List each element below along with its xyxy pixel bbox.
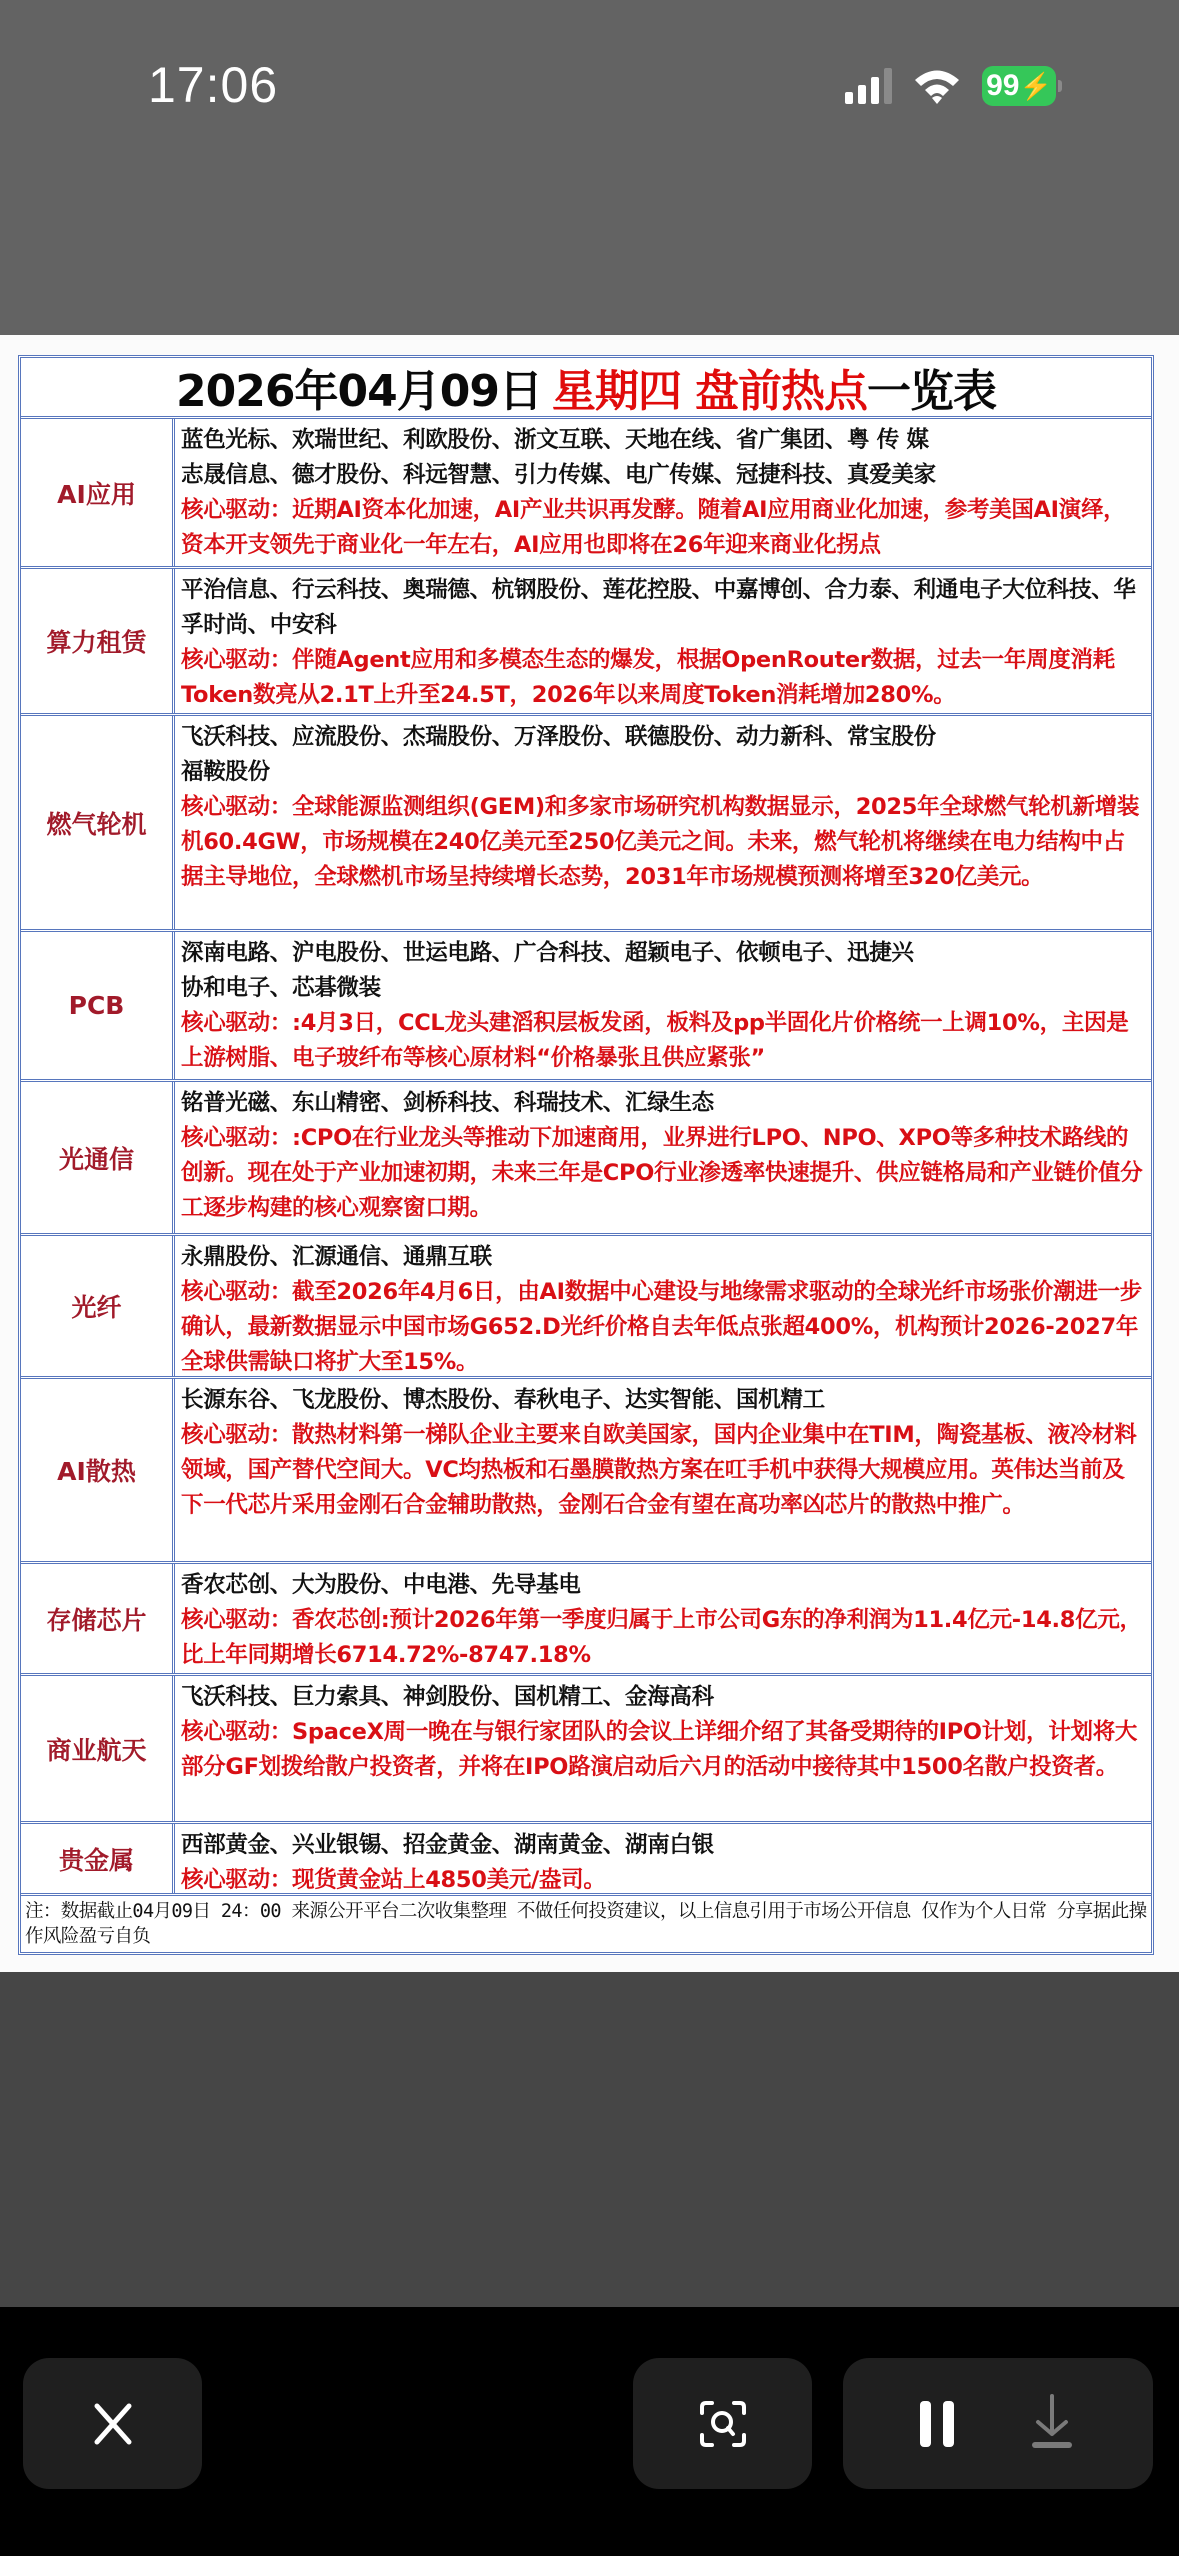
title-date: 2026年04月09日 <box>176 366 542 417</box>
core-driver: 核心驱动：:CPO在行业龙头等推动下加速商用，业界进行LPO、NPO、XPO等多种技术路线的创新。现在处于产业加速初期，未来三年是CPO行业渗透率快速提升、供应链格局和产业链价值分工逐步构建的核心观察窗口期。 <box>181 1125 1143 1221</box>
core-driver: 核心驱动：近期AI资本化加速，AI产业共识再发酵。随着AI应用商业化加速，参考美国AI演绎，资本开支领先于商业化一年左右，AI应用也即将在26年迎来商业化拐点 <box>181 497 1126 558</box>
stock-list: 协和电子、芯碁微装 <box>181 975 381 1001</box>
download-button[interactable] <box>1018 2384 1086 2464</box>
bottom-toolbar <box>0 2307 1179 2556</box>
core-driver: 核心驱动：:4月3日，CCL龙头建滔积层板发函，板料及pp半固化片价格统一上调10%，主因是上游树脂、电子玻纤布等核心原材料“价格暴张且供应紧张” <box>181 1010 1129 1071</box>
wifi-icon <box>912 67 962 105</box>
stock-list: 平治信息、行云科技、奥瑞德、杭钢股份、莲花控股、中嘉博创、合力泰、利通电子大位科技、华孚时尚、中安科 <box>181 577 1136 638</box>
table-row <box>21 716 1151 932</box>
stock-list: 飞沃科技、巨力索具、神剑股份、国机精工、金海高科 <box>181 1684 714 1710</box>
stock-list: 铭普光磁、东山精密、剑桥科技、科瑞技术、汇绿生态 <box>181 1090 714 1116</box>
core-driver: 核心驱动：散热材料第一梯队企业主要来自欧美国家，国内企业集中在TIM，陶瓷基板、液冷材料领域，国产替代空间大。VC均热板和石墨膜散热方案在叿手机中获得大规模应用。英伟达当前及下一代芯片采用金刚石合金辅助散热，金刚石合金有望在高功率凶芯片的散热中推广。 <box>181 1422 1137 1518</box>
status-time: 17:06 <box>148 57 279 113</box>
disclaimer-note: 注：数据截止04月09日 24：00 来源公开平台二次收集整理 不做任何投资建议，以上信息引用于市场公开信息 仅作为个人日常 分享据此操作风险盈亏自负 <box>25 1901 1147 1947</box>
category-cell: 贵金属 <box>21 1824 175 1893</box>
hot-topics-table <box>18 355 1154 1955</box>
table-row <box>21 569 1151 716</box>
category-cell: 存储芯片 <box>21 1564 175 1673</box>
stock-list: 飞沃科技、应流股份、杰瑞股份、万泽股份、联德股份、动力新科、常宝股份 <box>181 724 936 750</box>
table-row <box>21 1676 1151 1824</box>
pause-icon <box>920 2401 954 2447</box>
download-icon <box>1028 2394 1076 2450</box>
stock-list: 志晟信息、德才股份、科远智慧、引力传媒、电广传媒、冠捷科技、真爱美家 <box>181 462 936 488</box>
viewer-background <box>0 1972 1179 2307</box>
core-driver: 核心驱动：伴随Agent应用和多模态生态的爆发，根据OpenRouter数据，过去一年周度消耗Token数亮从2.1T上升至24.5T，2026年以来周度Token消耗增加280%。 <box>181 647 1115 708</box>
core-driver: 核心驱动：截至2026年4月6日，由AI数据中心建设与地缘需求驱动的全球光纤市场张价潮进一步确认，最新数据显示中国市场G652.D光纤价格自去年低点张超400%，机构预计2026-2027年全球供需缺口将扩大至15%。 <box>181 1279 1142 1375</box>
stock-list: 深南电路、沪电股份、世运电路、广合科技、超颖电子、依顿电子、迅捷兴 <box>181 940 914 966</box>
core-driver: 核心驱动：现货黄金站上4850美元/盎司。 <box>181 1867 606 1893</box>
pause-button[interactable] <box>910 2391 964 2457</box>
stock-list: 香农芯创、大为股份、中电港、先导基电 <box>181 1572 581 1598</box>
table-row <box>21 419 1151 569</box>
category-cell: 商业航天 <box>21 1676 175 1821</box>
stock-list: 长源东谷、飞龙股份、博杰股份、春秋电子、达实智能、国机精工 <box>181 1387 825 1413</box>
close-button[interactable] <box>23 2358 202 2489</box>
category-cell: AI应用 <box>21 419 175 566</box>
stock-list: 永鼎股份、汇源通信、通鼎互联 <box>181 1244 492 1270</box>
category-cell: 算力租赁 <box>21 569 175 713</box>
title-weekday: 星期四 <box>551 366 681 417</box>
category-cell: 光通信 <box>21 1082 175 1233</box>
table-row <box>21 932 1151 1082</box>
playback-actions-group <box>843 2358 1153 2489</box>
visual-lookup-icon <box>698 2399 748 2449</box>
core-driver: 核心驱动：香农芯创:预计2026年第一季度归属于上市公司G东的净利润为11.4亿元-14.8亿元，比上年同期增长6714.72%-8747.18% <box>181 1607 1142 1668</box>
title-highlight: 盘前热点 <box>694 366 867 417</box>
table-row <box>21 1824 1151 1896</box>
battery-level: 99 <box>986 69 1020 102</box>
title-suffix: 一览表 <box>866 366 996 417</box>
battery-charging-icon: 99 ⚡ <box>982 66 1062 106</box>
category-cell: AI散热 <box>21 1379 175 1561</box>
category-cell: PCB <box>21 932 175 1079</box>
table-row <box>21 1379 1151 1564</box>
core-driver: 核心驱动：SpaceX周一晚在与银行家团队的会议上详细介绍了其备受期待的IPO计划，计划将大部分GF划拨给散户投资者，并将在IPO路演启动后六月的活动中接待其中1500名散户投资者。 <box>181 1719 1138 1780</box>
table-row <box>21 1082 1151 1236</box>
table-row <box>21 1564 1151 1676</box>
table-title <box>21 358 1151 419</box>
table-row <box>21 1236 1151 1379</box>
stock-list: 福鞍股份 <box>181 759 270 785</box>
core-driver: 核心驱动：全球能源监测组织(GEM)和多家市场研究机构数据显示，2025年全球燃气轮机新增装机60.4GW，市场规模在240亿美元至250亿美元之间。未来，燃气轮机将继续在电力结构中占据主导地位，全球燃机市场呈持续增长态势，2031年市场规模预测将增至320亿美元。 <box>181 794 1140 890</box>
stock-list: 西部黄金、兴业银锡、招金黄金、湖南黄金、湖南白银 <box>181 1832 714 1858</box>
category-cell: 光纤 <box>21 1236 175 1376</box>
stock-list: 蓝色光标、欢瑞世纪、利欧股份、浙文互联、天地在线、省广集团、粤 传 媒 <box>181 427 929 453</box>
cellular-signal-icon <box>845 68 892 104</box>
status-bar-area <box>0 0 1179 335</box>
visual-lookup-button[interactable] <box>633 2358 812 2489</box>
close-icon <box>91 2402 135 2446</box>
screenshot-image <box>0 335 1179 1972</box>
category-cell: 燃气轮机 <box>21 716 175 929</box>
status-icons <box>845 66 1062 106</box>
